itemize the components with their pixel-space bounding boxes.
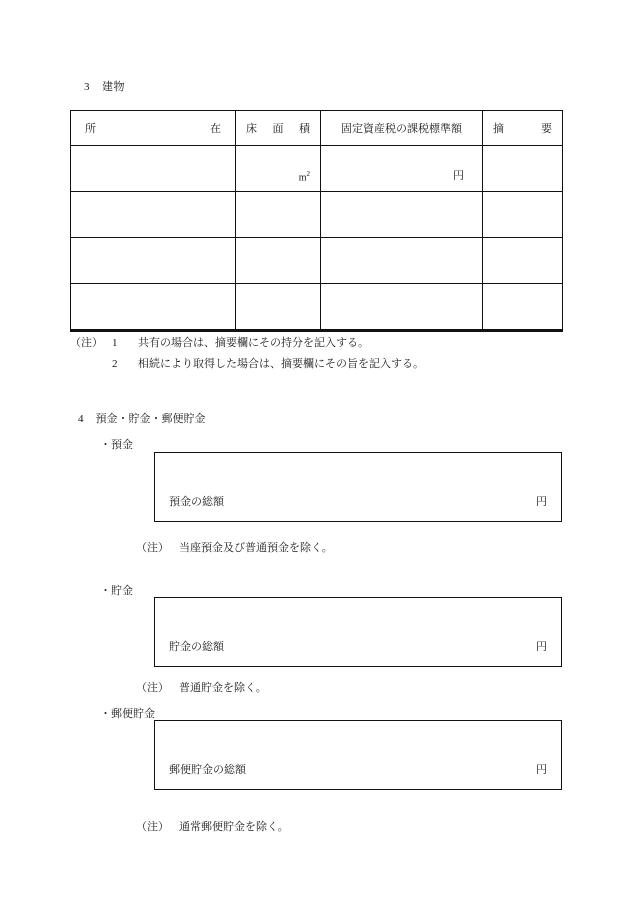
column-header-tax-base: 固定資産税の課税標準額	[321, 111, 483, 146]
savings-box-inner	[155, 638, 561, 654]
cell-location[interactable]	[71, 238, 236, 284]
cell-location[interactable]	[71, 146, 236, 192]
building-table	[70, 110, 563, 332]
cell-remarks[interactable]	[483, 192, 563, 238]
subsection-savings-label: ・貯金	[100, 585, 133, 597]
unit-yen: 円	[453, 170, 464, 182]
cell-location[interactable]	[71, 192, 236, 238]
section-4-number: 4	[78, 413, 84, 425]
deposit-note	[136, 539, 333, 555]
note-label: （注）	[136, 542, 169, 554]
cell-floor-area[interactable]	[236, 146, 321, 192]
postal-box-inner	[155, 761, 561, 777]
cell-tax-base[interactable]	[321, 284, 483, 331]
note-label: （注）	[70, 337, 103, 349]
deposit-total-box[interactable]	[154, 452, 562, 522]
postal-savings-note	[136, 818, 289, 834]
note-index: 1	[112, 337, 118, 349]
savings-total-unit: 円	[536, 641, 547, 653]
note-text: 共有の場合は、摘要欄にその持分を記入する。	[138, 337, 369, 349]
section-3-notes	[70, 333, 424, 375]
cell-tax-base[interactable]	[321, 238, 483, 284]
table-row	[71, 146, 563, 192]
table-row	[71, 192, 563, 238]
cell-floor-area[interactable]	[236, 192, 321, 238]
note-item	[70, 354, 424, 375]
note-text: 通常郵便貯金を除く。	[179, 821, 289, 833]
section-3-number: 3	[84, 81, 90, 93]
note-label	[70, 354, 112, 375]
note-label: （注）	[136, 682, 169, 694]
cell-remarks[interactable]	[483, 284, 563, 331]
deposit-total-label: 預金の総額	[169, 496, 224, 508]
note-item	[70, 333, 424, 354]
section-3-heading	[84, 78, 125, 94]
postal-savings-total-unit: 円	[536, 764, 547, 776]
deposit-box-inner	[155, 493, 561, 509]
savings-total-box[interactable]	[154, 597, 562, 667]
savings-note	[136, 679, 267, 695]
column-header-location: 所 在	[71, 111, 236, 146]
cell-remarks[interactable]	[483, 238, 563, 284]
note-text: 相続により取得した場合は、摘要欄にその旨を記入する。	[138, 358, 424, 370]
section-3-title: 建物	[102, 81, 125, 93]
note-text: 普通貯金を除く。	[179, 682, 267, 694]
tax-unit-wrap	[321, 146, 482, 191]
deposit-total-unit: 円	[536, 496, 547, 508]
cell-tax-base[interactable]	[321, 192, 483, 238]
table-row	[71, 238, 563, 284]
column-header-floor-area: 床 面 積	[236, 111, 321, 146]
cell-remarks[interactable]	[483, 146, 563, 192]
table-row	[71, 284, 563, 331]
subsection-deposit-label: ・預金	[100, 439, 133, 451]
cell-floor-area[interactable]	[236, 238, 321, 284]
note-text: 当座預金及び普通預金を除く。	[179, 542, 333, 554]
postal-savings-total-box[interactable]	[154, 720, 562, 790]
section-4-title: 預金・貯金・郵便貯金	[95, 413, 206, 425]
cell-floor-area[interactable]	[236, 284, 321, 331]
unit-square-meter: $m^2$	[298, 169, 310, 183]
column-header-remarks: 摘 要	[483, 111, 563, 146]
note-label: （注）	[136, 821, 169, 833]
cell-location[interactable]	[71, 284, 236, 331]
note-index: 2	[112, 358, 118, 370]
cell-tax-base[interactable]	[321, 146, 483, 192]
subsection-postal-savings-label: ・郵便貯金	[100, 708, 155, 720]
section-4-heading	[78, 410, 206, 426]
postal-savings-total-label: 郵便貯金の総額	[169, 764, 246, 776]
floor-area-unit-wrap	[236, 146, 320, 191]
savings-total-label: 貯金の総額	[169, 641, 224, 653]
table-header-row	[71, 111, 563, 146]
